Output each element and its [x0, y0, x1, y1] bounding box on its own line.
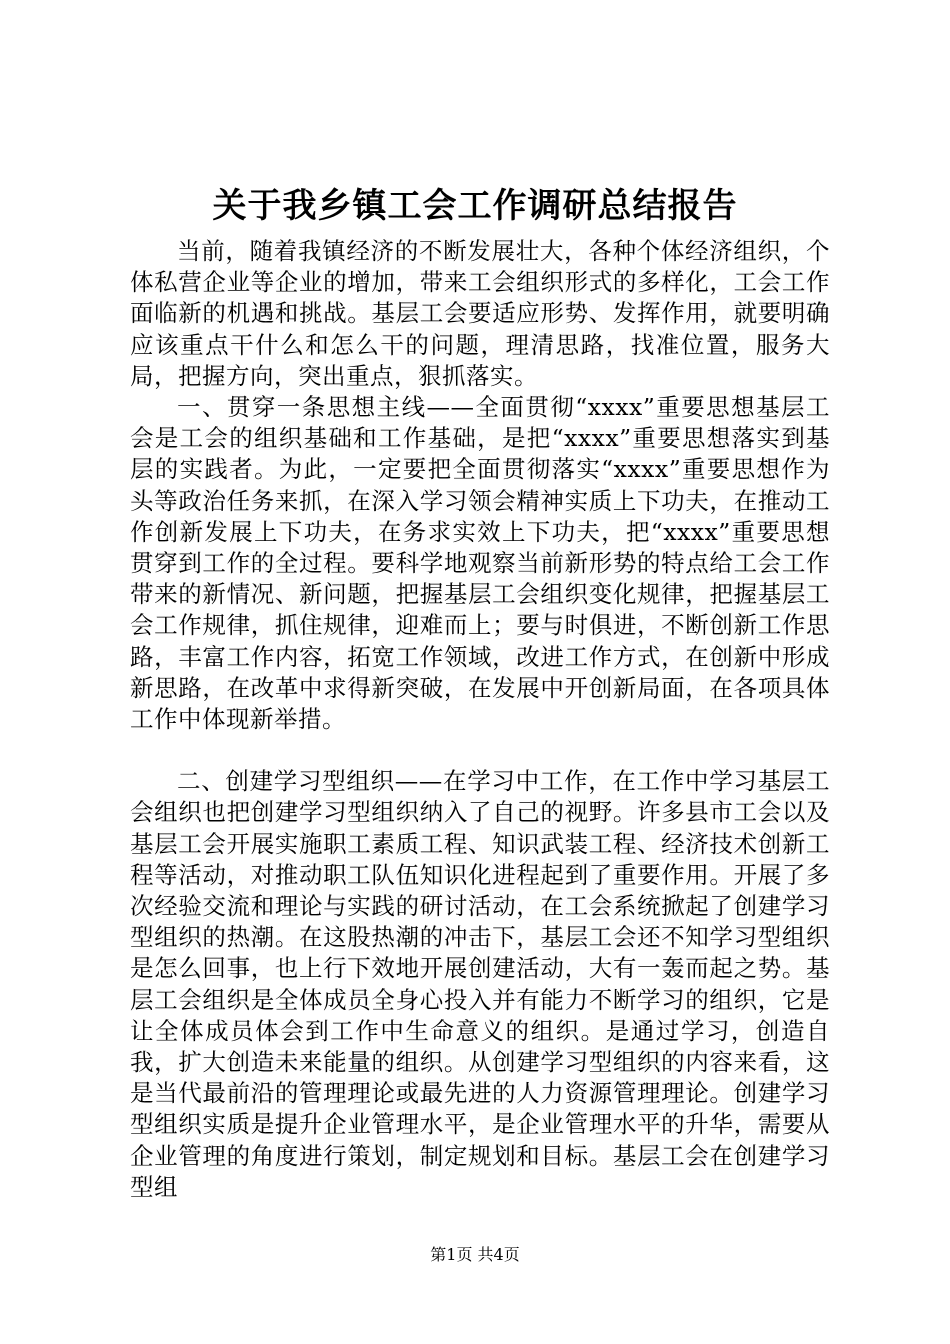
document-body — [130, 236, 830, 1203]
document-title: 关于我乡镇工会工作调研总结报告 — [212, 186, 738, 226]
page-number-footer: 第1页 共4页 — [430, 1245, 520, 1264]
paragraph-section-2: 二、创建学习型组织——在学习中工作，在工作中学习基层工会组织也把创建学习型组织纳入了自己的视野。许多县市工会以及基层工会开展实施职工素质工程、知识武装工程、经济技术创新工程等活动，对推动职工队伍知识化进程起到了重要作用。开展了多次经验交流和理论与实践的研讨活动，在工会系统掀起了创建学习型组织的热潮。在这股热潮的冲击下，基层工会还不知学习型组织是怎么回事，也上行下效地开展创建活动，大有一轰而起之势。基层工会组织是全体成员全身心投入并有能力不断学习的组织，它是让全体成员体会到工作中生命意义的组织。是通过学习，创造自我，扩大创造未来能量的组织。从创建学习型组织的内容来看，这是当代最前沿的管理理论或最先进的人力资源管理理论。创建学习型组织实质是提升企业管理水平，是企业管理水平的升华，需要从企业管理的角度进行策划，制定规划和目标。基层工会在创建学习型组 — [130, 767, 830, 1201]
paragraph-intro: 当前，随着我镇经济的不断发展壮大，各种个体经济组织，个体私营企业等企业的增加，带来工会组织形式的多样化，工会工作面临新的机遇和挑战。基层工会要适应形势、发挥作用，就要明确应该重点干什么和怎么干的问题，理清思路，找准位置，服务大局，把握方向，突出重点，狠抓落实。 — [130, 237, 830, 390]
paragraph-section-1: 一、贯穿一条思想主线——全面贯彻“xxxx”重要思想基层工会是工会的组织基础和工作基础，是把“xxxx”重要思想落实到基层的实践者。为此，一定要把全面贯彻落实“xxxx”重要思想作为头等政治任务来抓，在深入学习领会精神实质上下功夫，在推动工作创新发展上下功夫，在务求实效上下功夫，把“xxxx”重要思想贯穿到工作的全过程。要科学地观察当前新形势的特点给工会工作带来的新情况、新问题，把握基层工会组织变化规律，把握基层工会工作规律，抓住规律，迎难而上；要与时俱进，不断创新工作思路，丰富工作内容，拓宽工作领域，改进工作方式，在创新中形成新思路，在改革中求得新突破，在发展中开创新局面，在各项具体工作中体现新举措。 — [130, 393, 830, 734]
